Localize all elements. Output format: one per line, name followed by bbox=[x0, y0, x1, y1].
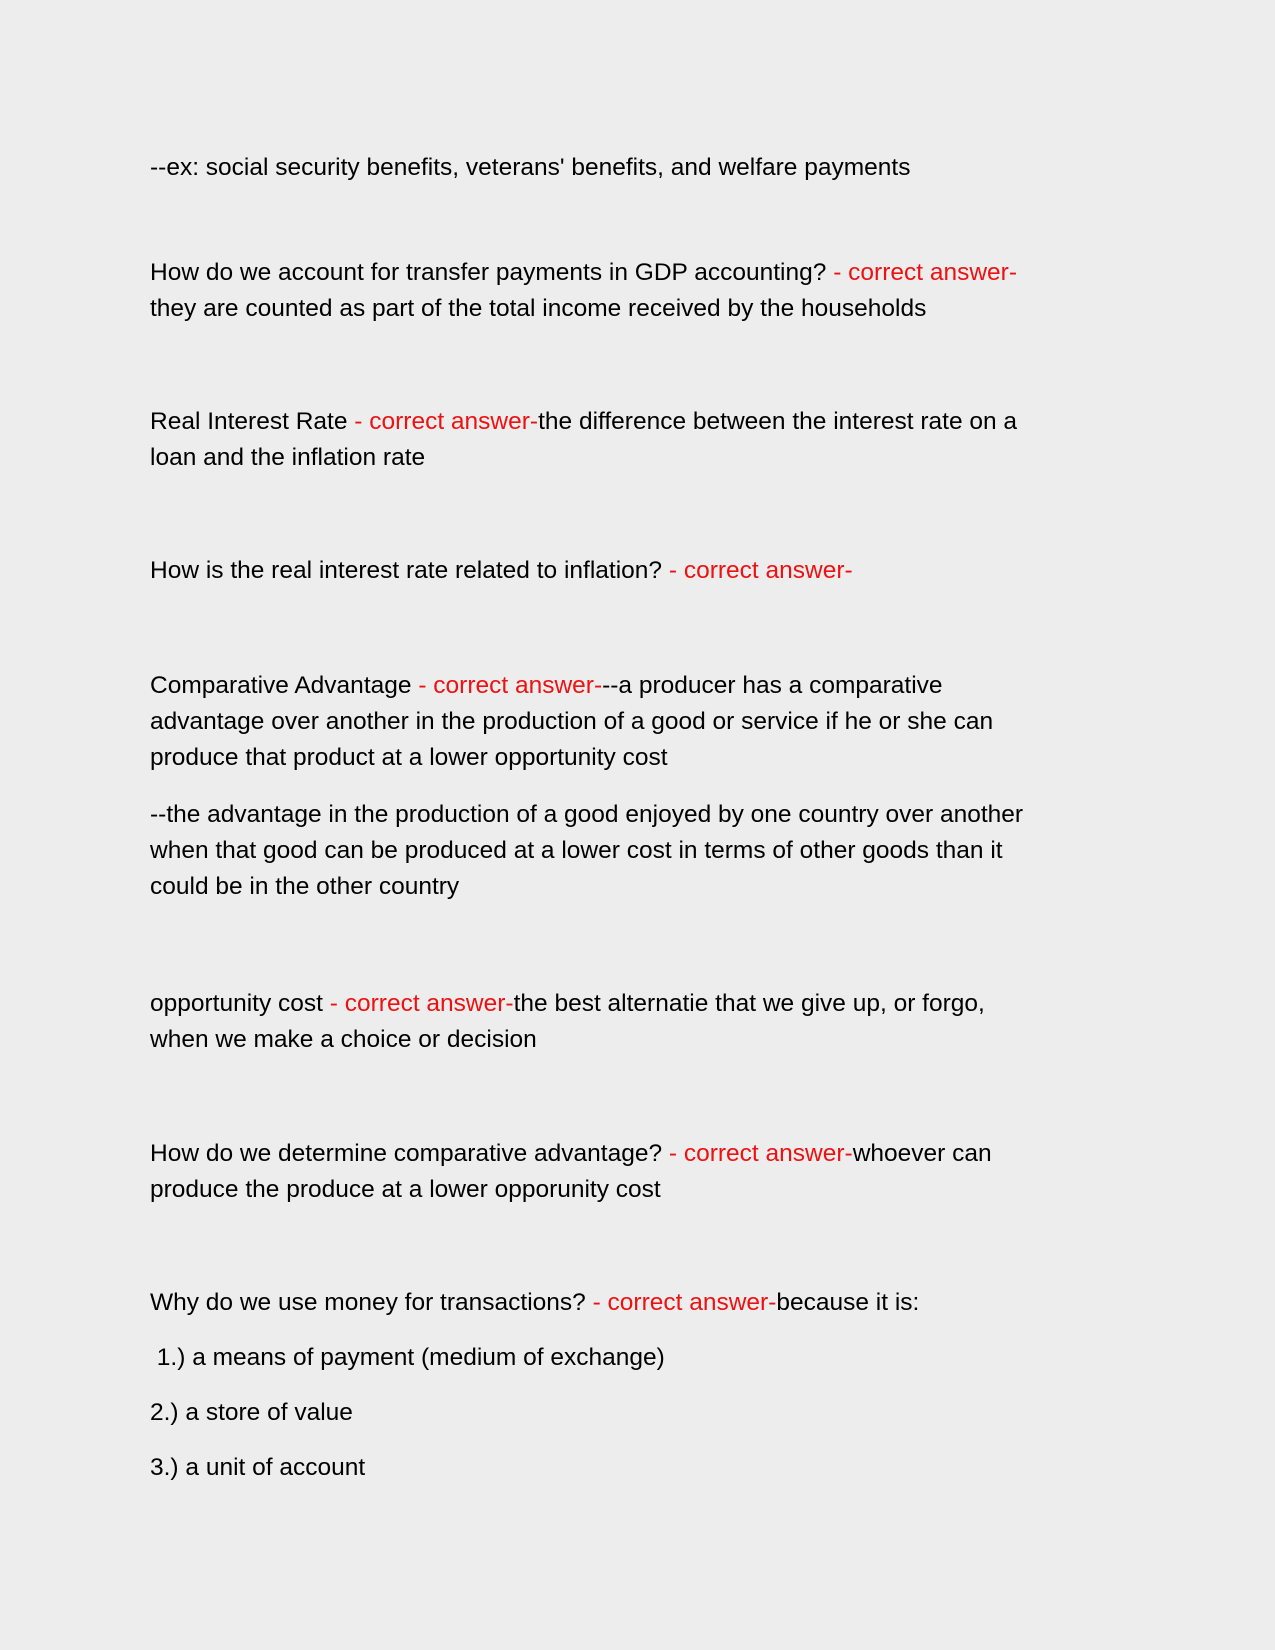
answer-marker: - correct answer- bbox=[329, 990, 514, 1017]
list-item bbox=[150, 1394, 353, 1432]
answer-line bbox=[150, 1171, 661, 1209]
document-page bbox=[150, 0, 1130, 1650]
answer-line bbox=[150, 868, 459, 906]
question-line bbox=[150, 254, 1017, 292]
answer-marker: - correct answer- bbox=[592, 1289, 777, 1316]
question-line bbox=[150, 552, 853, 590]
answer-line bbox=[150, 439, 425, 477]
question-line bbox=[150, 1135, 992, 1173]
question-line bbox=[150, 1284, 919, 1322]
list-item bbox=[150, 1449, 365, 1487]
line-text: when we make a choice or decision bbox=[150, 1026, 537, 1053]
answer-marker: - correct answer- bbox=[668, 557, 853, 584]
answer-text: whoever can bbox=[852, 1140, 992, 1167]
line-text: loan and the inflation rate bbox=[150, 444, 426, 471]
answer-marker: - correct answer- bbox=[354, 408, 539, 435]
answer-line bbox=[150, 796, 1023, 834]
question-line bbox=[150, 403, 1017, 441]
line-text: could be in the other country bbox=[150, 873, 460, 900]
list-item-text: 1.) a means of payment (medium of exchange) bbox=[150, 1344, 665, 1371]
answer-text: --a producer has a comparative bbox=[602, 672, 943, 699]
list-item-text: 2.) a store of value bbox=[150, 1399, 353, 1426]
answer-marker: - correct answer- bbox=[833, 259, 1017, 286]
list-item bbox=[150, 1339, 665, 1377]
line-text: when that good can be produced at a lower cost in terms of other goods than it bbox=[150, 837, 1003, 864]
line-text: produce the produce at a lower opporunity cost bbox=[150, 1176, 661, 1203]
term-text: opportunity cost bbox=[150, 990, 330, 1017]
answer-text: because it is: bbox=[776, 1289, 920, 1316]
answer-line bbox=[150, 832, 1003, 870]
question-line bbox=[150, 667, 943, 705]
question-line bbox=[150, 985, 985, 1023]
answer-marker: - correct answer- bbox=[668, 1140, 853, 1167]
answer-text: the best alternatie that we give up, or forgo, bbox=[513, 990, 985, 1017]
text-line bbox=[150, 149, 910, 187]
question-text: How do we determine comparative advantage? bbox=[150, 1140, 669, 1167]
term-text: Real Interest Rate bbox=[150, 408, 355, 435]
term-text: Comparative Advantage bbox=[150, 672, 419, 699]
answer-text: the difference between the interest rate on a bbox=[538, 408, 1018, 435]
question-text: Why do we use money for transactions? bbox=[150, 1289, 593, 1316]
answer-marker: - correct answer- bbox=[418, 672, 603, 699]
line-text: advantage over another in the production of a good or service if he or she can bbox=[150, 708, 994, 735]
answer-line bbox=[150, 739, 668, 777]
list-item-text: 3.) a unit of account bbox=[150, 1454, 366, 1481]
answer-line bbox=[150, 1021, 537, 1059]
answer-line bbox=[150, 703, 993, 741]
question-text: How do we account for transfer payments in GDP accounting? bbox=[150, 259, 834, 286]
question-text: How is the real interest rate related to inflation? bbox=[150, 557, 669, 584]
line-text: they are counted as part of the total income received by the households bbox=[150, 295, 927, 322]
answer-line bbox=[150, 290, 926, 328]
line-text: --ex: social security benefits, veterans' benefits, and welfare payments bbox=[150, 154, 911, 181]
line-text: --the advantage in the production of a good enjoyed by one country over another bbox=[150, 801, 1024, 828]
line-text: produce that product at a lower opportunity cost bbox=[150, 744, 668, 771]
